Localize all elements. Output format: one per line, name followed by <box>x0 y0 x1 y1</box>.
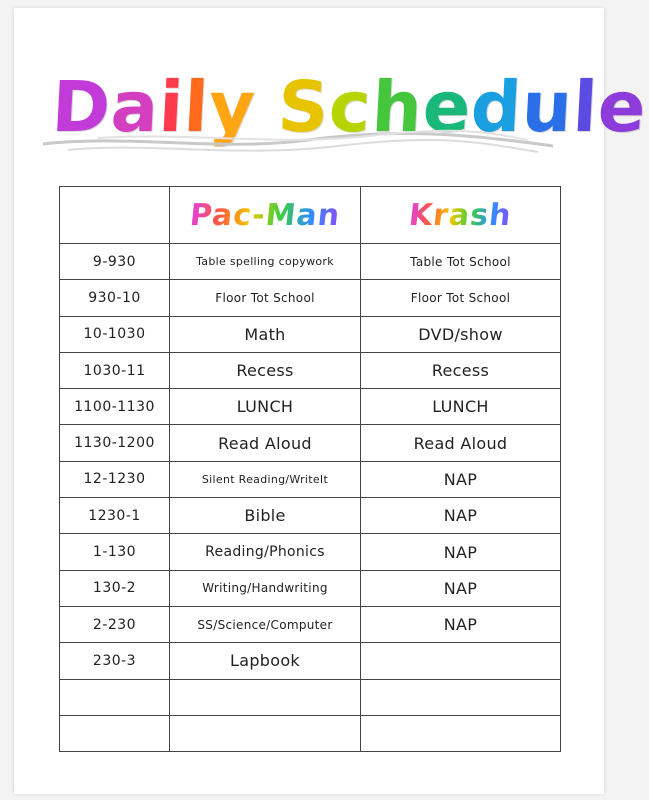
time-cell: 1030-11 <box>60 352 170 388</box>
time-cell: 2-230 <box>60 606 170 642</box>
pacman-activity-cell: Floor Tot School <box>170 280 361 316</box>
header-krash-label: Krash <box>407 197 514 233</box>
time-cell: 130-2 <box>60 570 170 606</box>
table-row <box>60 316 561 352</box>
krash-activity-cell <box>361 643 561 679</box>
title-letter: e <box>420 66 474 148</box>
table-row <box>60 352 561 388</box>
krash-activity-cell: NAP <box>361 606 561 642</box>
title-letter: i <box>157 66 187 148</box>
schedule-table <box>59 186 561 752</box>
time-cell <box>60 715 170 751</box>
time-cell: 10-1030 <box>60 316 170 352</box>
header-pacman-label: Pac-Man <box>188 197 342 233</box>
krash-activity-cell: NAP <box>361 461 561 497</box>
krash-activity-cell: LUNCH <box>361 389 561 425</box>
pacman-activity-cell <box>170 715 361 751</box>
table-row <box>60 389 561 425</box>
pacman-activity-cell: Bible <box>170 498 361 534</box>
time-cell: 230-3 <box>60 643 170 679</box>
pacman-activity-cell: Table spelling copywork <box>170 244 361 280</box>
krash-activity-cell <box>361 679 561 715</box>
pacman-activity-cell: Math <box>170 316 361 352</box>
pacman-activity-cell: SS/Science/Computer <box>170 606 361 642</box>
title-letter: d <box>469 66 525 148</box>
title-letter: l <box>571 66 601 148</box>
header-pacman <box>170 187 361 244</box>
title-letter: a <box>108 66 162 148</box>
title-letter: e <box>596 66 649 148</box>
krash-activity-cell: NAP <box>361 534 561 570</box>
table-row <box>60 498 561 534</box>
time-cell: 930-10 <box>60 280 170 316</box>
table-row <box>60 461 561 497</box>
table-row <box>60 244 561 280</box>
header-blank-cell <box>60 187 170 244</box>
pacman-activity-cell: Silent Reading/WriteIt <box>170 461 361 497</box>
table-row <box>60 715 561 751</box>
time-cell: 1230-1 <box>60 498 170 534</box>
time-cell: 1100-1130 <box>60 389 170 425</box>
table-row <box>60 570 561 606</box>
pacman-activity-cell: LUNCH <box>170 389 361 425</box>
title-letter: D <box>49 66 114 148</box>
krash-activity-cell: NAP <box>361 498 561 534</box>
pacman-activity-cell: Read Aloud <box>170 425 361 461</box>
title-underline-swoosh <box>38 124 558 164</box>
pacman-activity-cell <box>170 679 361 715</box>
krash-activity-cell: NAP <box>361 570 561 606</box>
time-cell: 1-130 <box>60 534 170 570</box>
krash-activity-cell <box>361 715 561 751</box>
time-cell: 9-930 <box>60 244 170 280</box>
header-krash <box>361 187 561 244</box>
time-cell <box>60 679 170 715</box>
pacman-activity-cell: Lapbook <box>170 643 361 679</box>
table-row <box>60 606 561 642</box>
table-row <box>60 534 561 570</box>
title-letter: c <box>327 66 375 148</box>
pacman-activity-cell: Writing/Handwriting <box>170 570 361 606</box>
table-row <box>60 280 561 316</box>
table-row <box>60 679 561 715</box>
title-letter: S <box>275 66 332 148</box>
table-header-row <box>60 187 561 244</box>
title-letter: y <box>207 66 259 148</box>
table-row <box>60 425 561 461</box>
krash-activity-cell: DVD/show <box>361 316 561 352</box>
krash-activity-cell: Floor Tot School <box>361 280 561 316</box>
time-cell: 12-1230 <box>60 461 170 497</box>
title-letter: u <box>520 66 576 148</box>
krash-activity-cell: Read Aloud <box>361 425 561 461</box>
table-row <box>60 643 561 679</box>
krash-activity-cell: Recess <box>361 352 561 388</box>
title-letter: h <box>369 66 425 148</box>
title-letter: l <box>182 66 212 148</box>
krash-activity-cell: Table Tot School <box>361 244 561 280</box>
pacman-activity-cell: Recess <box>170 352 361 388</box>
time-cell: 1130-1200 <box>60 425 170 461</box>
pacman-activity-cell: Reading/Phonics <box>170 534 361 570</box>
